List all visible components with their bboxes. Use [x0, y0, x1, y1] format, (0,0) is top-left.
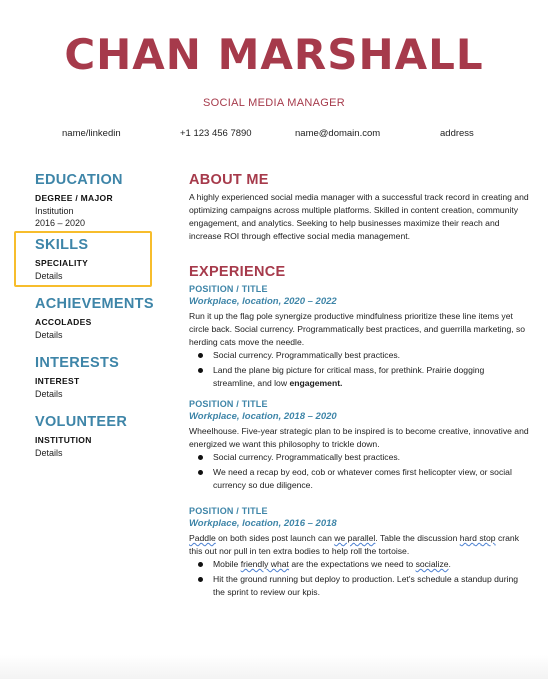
list-item: [196, 558, 526, 571]
bullet-text: are the expectations we need to: [288, 559, 416, 569]
about-text: A highly experienced social media manager with a successful track record in creating and optimizing campaigns across multiple platforms. Skilled in content creation, community engagement, and analytics. Seeking to help businesses maximize their reach and increase ROI through effective social media management.: [189, 192, 529, 241]
skills-speciality: SPECIALITY: [35, 258, 89, 268]
job-3-workplace: Workplace, location, 2016 – 2018: [189, 518, 337, 529]
job-3-position: POSITION / TITLE: [189, 506, 268, 516]
education-institution: Institution: [35, 206, 74, 216]
desc-text: on both sides post launch can: [215, 533, 335, 543]
job-2-description: Wheelhouse. Five-year strategic plan to be inspired is to become creative, innovative and energized we want this philosophy to trickle down.: [189, 426, 529, 449]
about-heading: ABOUT ME: [189, 172, 269, 188]
list-item: Social currency. Programmatically best practices.: [196, 451, 526, 464]
job-2-position: POSITION / TITLE: [189, 399, 268, 409]
list-item: Social currency. Programmatically best practices.: [196, 349, 526, 362]
desc-text: . Table the discussion: [375, 533, 460, 543]
job-2-workplace: Workplace, location, 2018 – 2020: [189, 411, 337, 422]
job-3-bullets: [196, 558, 526, 601]
job-1-position: POSITION / TITLE: [189, 284, 268, 294]
contact-linkedin: name/linkedin: [62, 128, 121, 139]
job-1-workplace: Workplace, location, 2020 – 2022: [189, 296, 337, 307]
education-years: 2016 – 2020: [35, 218, 86, 228]
volunteer-institution: INSTITUTION: [35, 435, 92, 445]
spellcheck-word: friendly what: [240, 559, 289, 569]
bullet-text: .: [448, 559, 451, 569]
spellcheck-word: hard stop: [459, 533, 496, 543]
job-1-description: Run it up the flag pole synergize productive mindfulness prioritize these line items yet circle back. Social currency. Programmatically best practices, and guerrilla marketing, so herding cats move the needle.: [189, 311, 526, 347]
bullet-bold-text: engagement.: [289, 378, 343, 388]
experience-heading: EXPERIENCE: [189, 264, 286, 280]
contact-address: address: [440, 128, 474, 139]
list-item: Hit the ground running but deploy to production. Let's schedule a standup during the sprint to review our kpis.: [196, 573, 526, 599]
education-heading: EDUCATION: [35, 172, 123, 188]
achievements-heading: ACHIEVEMENTS: [35, 296, 154, 312]
bullet-text: Land the plane big picture for critical mass, for prethink. Prairie dogging streamline, and low: [213, 365, 485, 388]
job-2-bullets: [196, 451, 526, 494]
spellcheck-word: we parallel: [334, 533, 376, 543]
volunteer-details: Details: [35, 448, 63, 458]
skills-heading: SKILLS: [35, 237, 89, 253]
achievements-accolades: ACCOLADES: [35, 317, 92, 327]
bullet-text: Mobile: [213, 559, 241, 569]
interests-heading: INTERESTS: [35, 355, 120, 371]
list-item: We need a recap by eod, cob or whatever comes first helicopter view, or social currency so due diligence.: [196, 466, 526, 492]
job-1-bullets: [196, 349, 526, 392]
achievements-details: Details: [35, 330, 63, 340]
contact-email: name@domain.com: [295, 128, 381, 139]
desc-text: crank this out nor pull in ten extra bodies to help roll the tortoise.: [189, 533, 519, 556]
volunteer-heading: VOLUNTEER: [35, 414, 128, 430]
candidate-name: CHAN MARSHALL: [64, 30, 484, 79]
interests-interest: INTEREST: [35, 376, 80, 386]
spellcheck-word: socialize: [415, 559, 449, 569]
job-title: SOCIAL MEDIA MANAGER: [203, 97, 345, 109]
contact-phone: +1 123 456 7890: [180, 128, 252, 139]
job-3-description: [189, 532, 529, 558]
education-degree: DEGREE / MAJOR: [35, 193, 113, 203]
list-item: [196, 364, 526, 390]
interests-details: Details: [35, 389, 63, 399]
spellcheck-word: Paddle: [189, 533, 216, 543]
page-bottom-shadow: [0, 655, 548, 679]
skills-details: Details: [35, 271, 63, 281]
